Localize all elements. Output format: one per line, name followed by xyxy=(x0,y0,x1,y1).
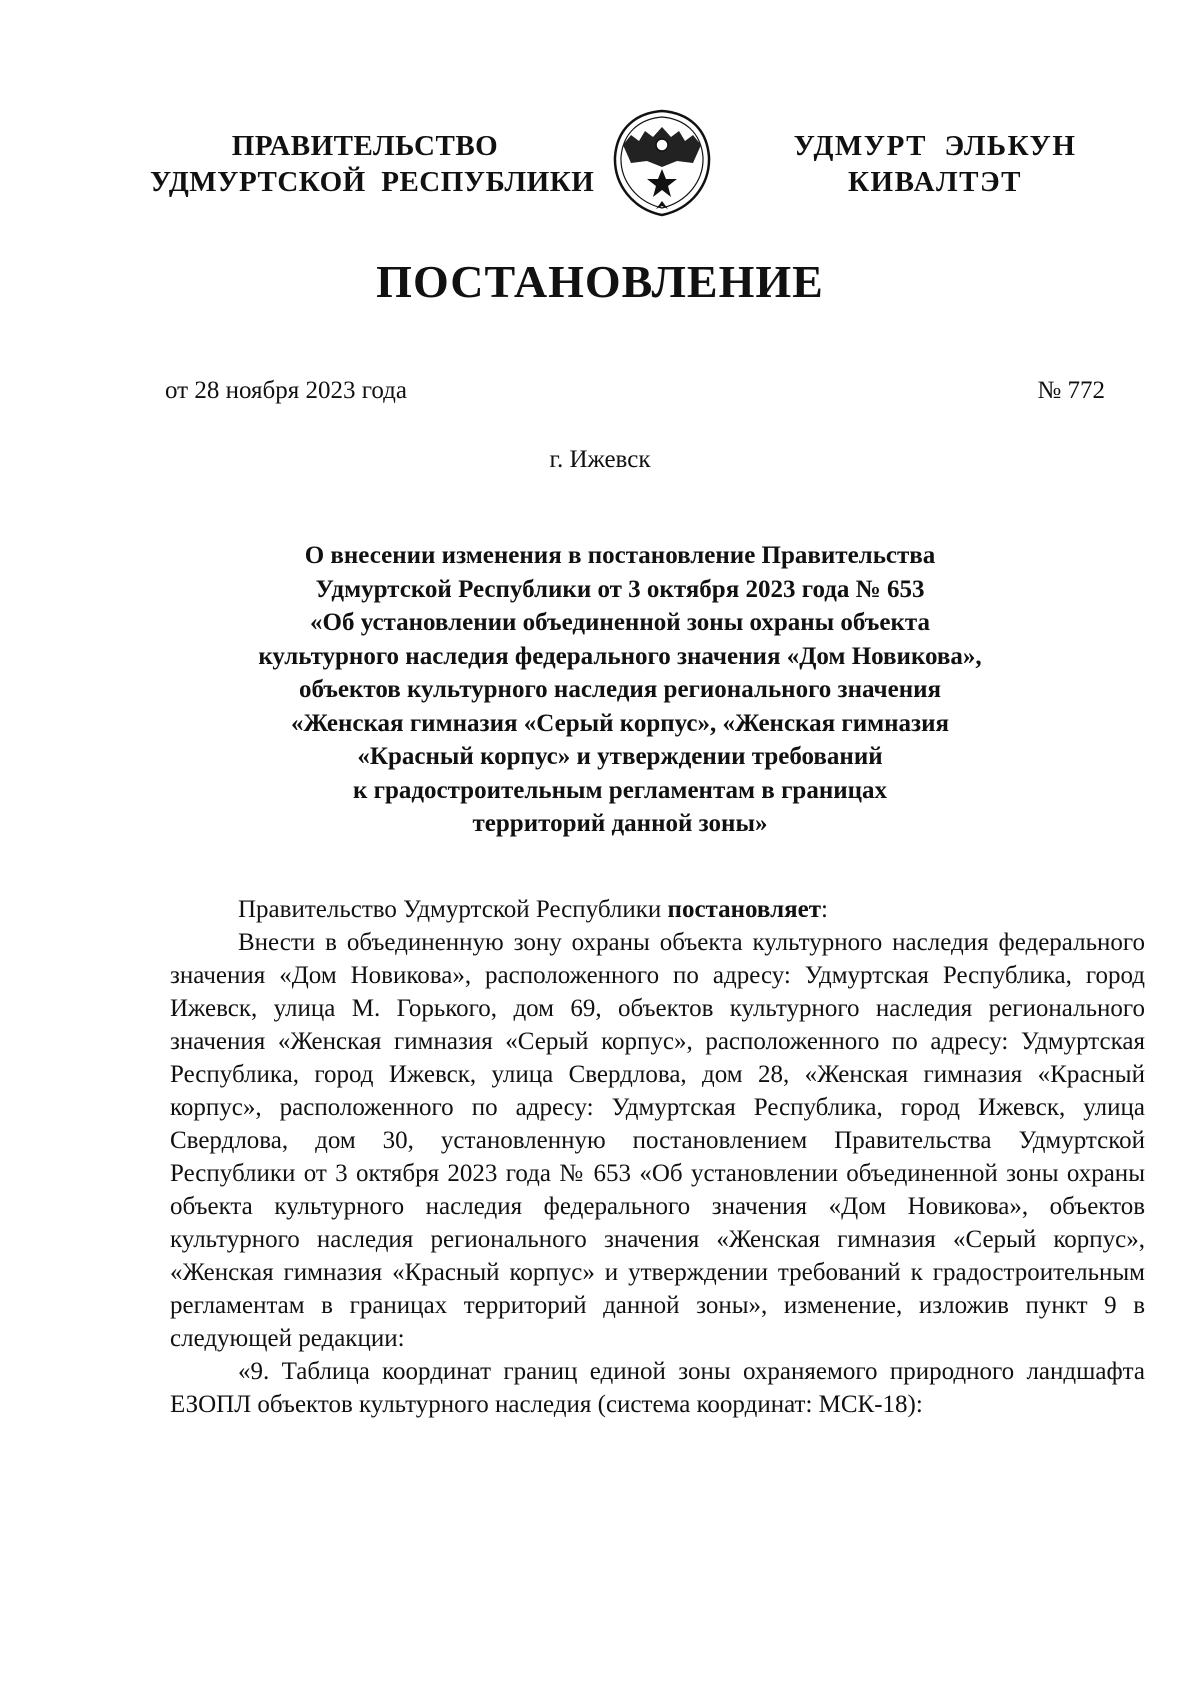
title-line: Удмуртской Республики от 3 октября 2023 года № 653 xyxy=(315,575,925,603)
coat-of-arms-emblem xyxy=(609,105,715,219)
document-city: г. Ижевск xyxy=(549,446,651,473)
body-p1-bold: постановляет xyxy=(667,896,822,923)
title-line: О внесении изменения в постановление Правительства xyxy=(304,542,936,569)
header-right-line2: КИВАЛТЭТ xyxy=(847,166,1022,198)
header-left-line1: ПРАВИТЕЛЬСТВО xyxy=(231,130,499,162)
document-number: № 772 xyxy=(1037,377,1105,404)
body-p1-end: : xyxy=(821,896,828,923)
document-body xyxy=(170,893,1145,1421)
body-paragraph-1 xyxy=(170,893,1145,926)
title-line: к градостроительным регламентам в границах xyxy=(352,776,888,804)
body-paragraph-2: Внести в объединенную зону охраны объекта культурного наследия федерального значения «Дом Новикова», расположенного по адресу: Удмуртская Республика, город Ижевск, улица М. Горького, дом 69, объектов культурного наследия регионального значения «Женская гимназия «Серый корпус», расположенного по адресу: Удмуртская Республика, город Ижевск, улица Свердлова, дом 28, «Женская гимназия «Красный корпус», расположенного по адресу: Удмуртская Республика, город Ижевск, улица Свердлова, дом 30, установленную постановлением Правительства Удмуртской Республики от 3 октября 2023 года № 653 «Об установлении объединенной зоны охраны объекта культурного наследия федерального значения «Дом Новикова», объектов культурного наследия регионального значения «Женская гимназия «Серый корпус», «Женская гимназия «Красный корпус» и утверждении требований к градостроительным регламентам в границах территорий данной зоны», изменение, изложив пункт 9 в следующей редакции: xyxy=(170,929,1145,1352)
header-right xyxy=(770,128,1100,200)
title-line: культурного наследия федерального значения «Дом Новикова», xyxy=(258,642,982,670)
title-line: «Красный корпус» и утверждении требований xyxy=(357,743,883,770)
document-date: от 28 ноября 2023 года xyxy=(165,377,407,404)
title-line: «Об установлении объединенной зоны охраны объекта xyxy=(310,609,930,636)
title-line: территорий данной зоны» xyxy=(472,810,768,837)
header-left-line2: УДМУРТСКОЙ РЕСПУБЛИКИ xyxy=(150,166,595,198)
header-right-line1: УДМУРТ ЭЛЬКУН xyxy=(793,130,1077,162)
document-subject-title xyxy=(170,539,1070,841)
title-line: объектов культурного наследия регионального значения xyxy=(298,676,942,703)
document-type-title: ПОСТАНОВЛЕНИЕ xyxy=(376,256,824,307)
body-p1-text: Правительство Удмуртской Республики xyxy=(238,896,668,923)
body-paragraph-3: «9. Таблица координат границ единой зоны охраняемого природного ландшафта ЕЗОПЛ объектов культурного наследия (система координат: МСК-18): xyxy=(170,1358,1145,1418)
header-left xyxy=(150,128,595,200)
title-line: «Женская гимназия «Серый корпус», «Женская гимназия xyxy=(290,709,950,737)
